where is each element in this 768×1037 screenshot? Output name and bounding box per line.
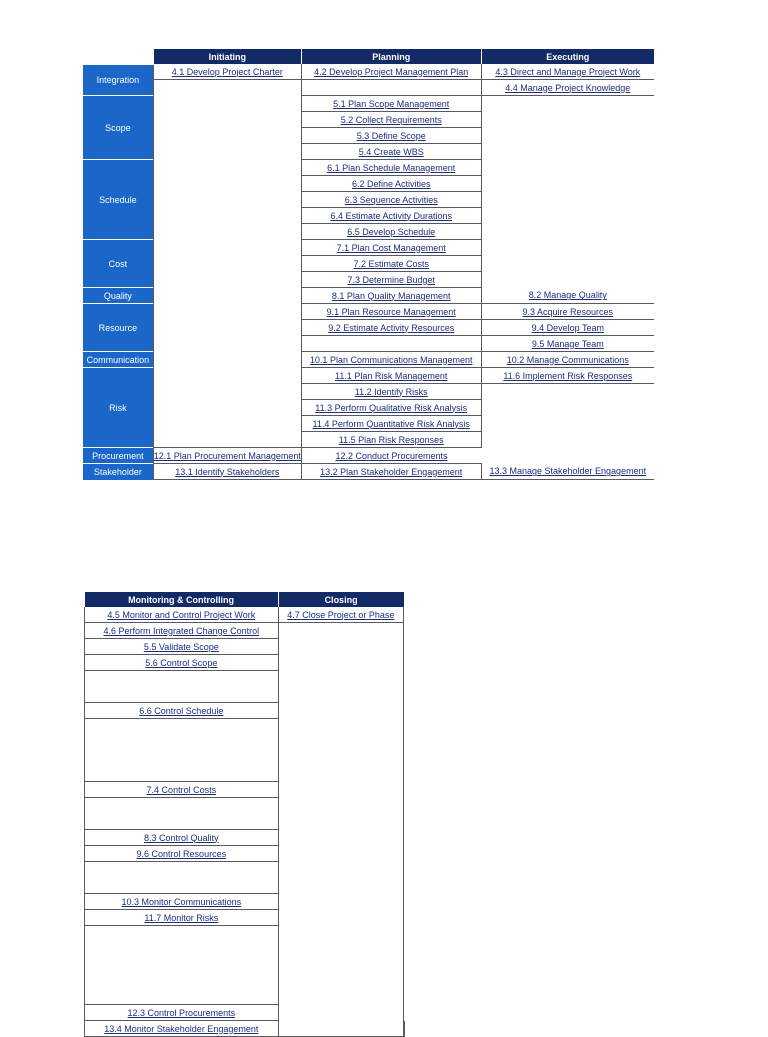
process-link[interactable]: 9.3 Acquire Resources [522,306,614,317]
process-link[interactable]: 9.1 Plan Resource Management [326,306,456,317]
executing-cell [481,336,654,352]
planning-cell [301,272,481,288]
process-link[interactable]: 12.3 Control Procurements [127,1007,236,1018]
process-link[interactable]: 10.3 Monitor Communications [121,896,242,907]
monitoring-cell [85,623,279,639]
monitoring-cell [85,607,279,623]
process-link[interactable]: 7.1 Plan Cost Management [336,242,446,253]
planning-cell [153,448,301,464]
monitoring-cell [85,655,279,671]
closing-empty-cell [278,623,403,1037]
monitoring-cell [85,639,279,655]
executing-cell [301,448,481,464]
process-link[interactable]: 11.3 Perform Qualitative Risk Analysis [315,402,468,413]
monitoring-cell [85,846,279,862]
process-link[interactable]: 7.2 Estimate Costs [353,258,429,269]
process-link[interactable]: 5.5 Validate Scope [143,641,219,652]
monitoring-cell [85,1005,279,1021]
process-matrix-table [83,49,654,480]
planning-cell [301,240,481,256]
process-link[interactable]: 11.7 Monitor Risks [144,912,219,923]
planning-cell [301,336,481,352]
process-link[interactable]: 9.6 Control Resources [136,848,227,859]
monitoring-empty-cell [85,671,279,703]
planning-cell [301,96,481,112]
planning-cell [301,400,481,416]
monitoring-cell [85,894,279,910]
process-link[interactable]: 4.4 Manage Project Knowledge [505,82,631,93]
process-link[interactable]: 11.1 Plan Risk Management [335,370,448,381]
planning-cell [301,224,481,240]
executing-cell [481,320,654,336]
header-executing: Executing [481,49,654,64]
process-link[interactable]: 8.3 Control Quality [144,832,219,843]
area-integration: Integration [83,64,153,96]
planning-cell [301,416,481,432]
planning-cell [301,320,481,336]
process-link[interactable]: 4.3 Direct and Manage Project Work [495,66,641,77]
header-closing: Closing [278,592,403,607]
executing-cell [481,64,654,80]
executing-empty-cell [481,384,654,448]
area-schedule: Schedule [83,160,153,240]
process-link[interactable]: 7.3 Determine Budget [347,274,435,285]
process-link[interactable]: 13.1 Identify Stakeholders [175,466,280,477]
monitoring-cell [85,910,279,926]
planning-cell [301,384,481,400]
process-link[interactable]: 11.6 Implement Risk Responses [503,370,633,381]
executing-cell [481,288,654,304]
process-link[interactable]: 9.4 Develop Team [531,322,604,333]
header-initiating: Initiating [153,49,301,64]
process-link[interactable]: 5.3 Define Scope [356,130,426,141]
process-link[interactable]: 9.2 Estimate Activity Resources [328,322,455,333]
planning-cell [301,128,481,144]
monitoring-closing-table [84,592,405,1037]
planning-cell [301,144,481,160]
process-link[interactable]: 5.6 Control Scope [145,657,218,668]
planning-cell [301,256,481,272]
process-link[interactable]: 4.6 Perform Integrated Change Control [103,625,260,636]
planning-cell [301,432,481,448]
process-link[interactable]: 11.5 Plan Risk Responses [338,434,444,445]
planning-cell [301,208,481,224]
process-link[interactable]: 6.1 Plan Schedule Management [327,162,456,173]
executing-cell [481,352,654,368]
process-link[interactable]: 13.2 Plan Stakeholder Engagement [320,466,463,477]
planning-cell [301,288,481,304]
header-planning: Planning [301,49,481,64]
area-risk: Risk [83,368,153,448]
process-link[interactable]: 11.2 Identify Risks [354,386,428,397]
process-link[interactable]: 10.2 Manage Communications [506,354,629,365]
process-link[interactable]: 6.6 Control Schedule [139,705,224,716]
monitoring-cell [85,782,279,798]
process-link[interactable]: 6.5 Develop Schedule [347,226,436,237]
process-link[interactable]: 13.3 Manage Stakeholder Engagement [489,466,647,477]
process-link[interactable]: 5.1 Plan Scope Management [333,98,450,109]
process-link[interactable]: 6.3 Sequence Activities [344,194,438,205]
area-procurement: Procurement [83,448,153,464]
process-link[interactable]: 6.2 Define Activities [351,178,431,189]
planning-cell [301,160,481,176]
corner-blank [83,49,153,64]
process-link[interactable]: 4.1 Develop Project Charter [171,66,283,77]
process-link[interactable]: 12.1 Plan Procurement Management [153,450,301,461]
process-link[interactable]: 13.4 Monitor Stakeholder Engagement [104,1023,259,1034]
closing-bottom-cell [404,1021,405,1037]
process-link[interactable]: 9.5 Manage Team [531,338,604,349]
process-link[interactable]: 4.5 Monitor and Control Project Work [107,609,256,620]
process-link[interactable]: 8.2 Manage Quality [528,290,607,301]
process-link[interactable]: 11.4 Perform Quantitative Risk Analysis [312,418,470,429]
executing-cell [481,80,654,96]
planning-cell [301,112,481,128]
closing-cell [278,607,403,623]
process-link[interactable]: 6.4 Estimate Activity Durations [330,210,452,221]
area-stakeholder: Stakeholder [83,464,153,480]
area-quality: Quality [83,288,153,304]
area-cost: Cost [83,240,153,288]
area-resource: Resource [83,304,153,352]
monitoring-empty-cell [85,798,279,830]
process-link[interactable]: 5.2 Collect Requirements [340,114,442,125]
executing-cell [481,304,654,320]
process-link[interactable]: 4.2 Develop Project Management Plan [314,66,469,77]
planning-cell [301,368,481,384]
monitoring-cell [85,830,279,846]
process-link[interactable]: 12.2 Conduct Procurements [335,450,448,461]
planning-cell [301,64,481,80]
initiating-cell [153,64,301,80]
planning-cell [301,304,481,320]
monitoring-empty-cell [85,719,279,782]
monitoring-cell [85,703,279,719]
executing-empty-cell [481,96,654,288]
monitoring-cell [85,1021,279,1037]
executing-cell [481,464,654,480]
initiating-cell [153,464,301,480]
planning-cell [301,464,481,480]
header-monitoring: Monitoring & Controlling [85,592,279,607]
process-link[interactable]: 10.1 Plan Communications Management [309,354,473,365]
monitoring-empty-cell [85,926,279,1005]
monitoring-empty-cell [85,862,279,894]
planning-cell [301,80,481,96]
process-link[interactable]: 8.1 Plan Quality Management [331,290,451,301]
process-link[interactable]: 7.4 Control Costs [146,784,217,795]
planning-cell [301,192,481,208]
area-communication: Communication [83,352,153,368]
planning-cell [301,352,481,368]
process-link[interactable]: 4.7 Close Project or Phase [287,609,395,620]
initiating-empty-cell [153,80,301,448]
process-link[interactable]: 5.4 Create WBS [358,146,424,157]
executing-cell [481,368,654,384]
planning-cell [301,176,481,192]
area-scope: Scope [83,96,153,160]
